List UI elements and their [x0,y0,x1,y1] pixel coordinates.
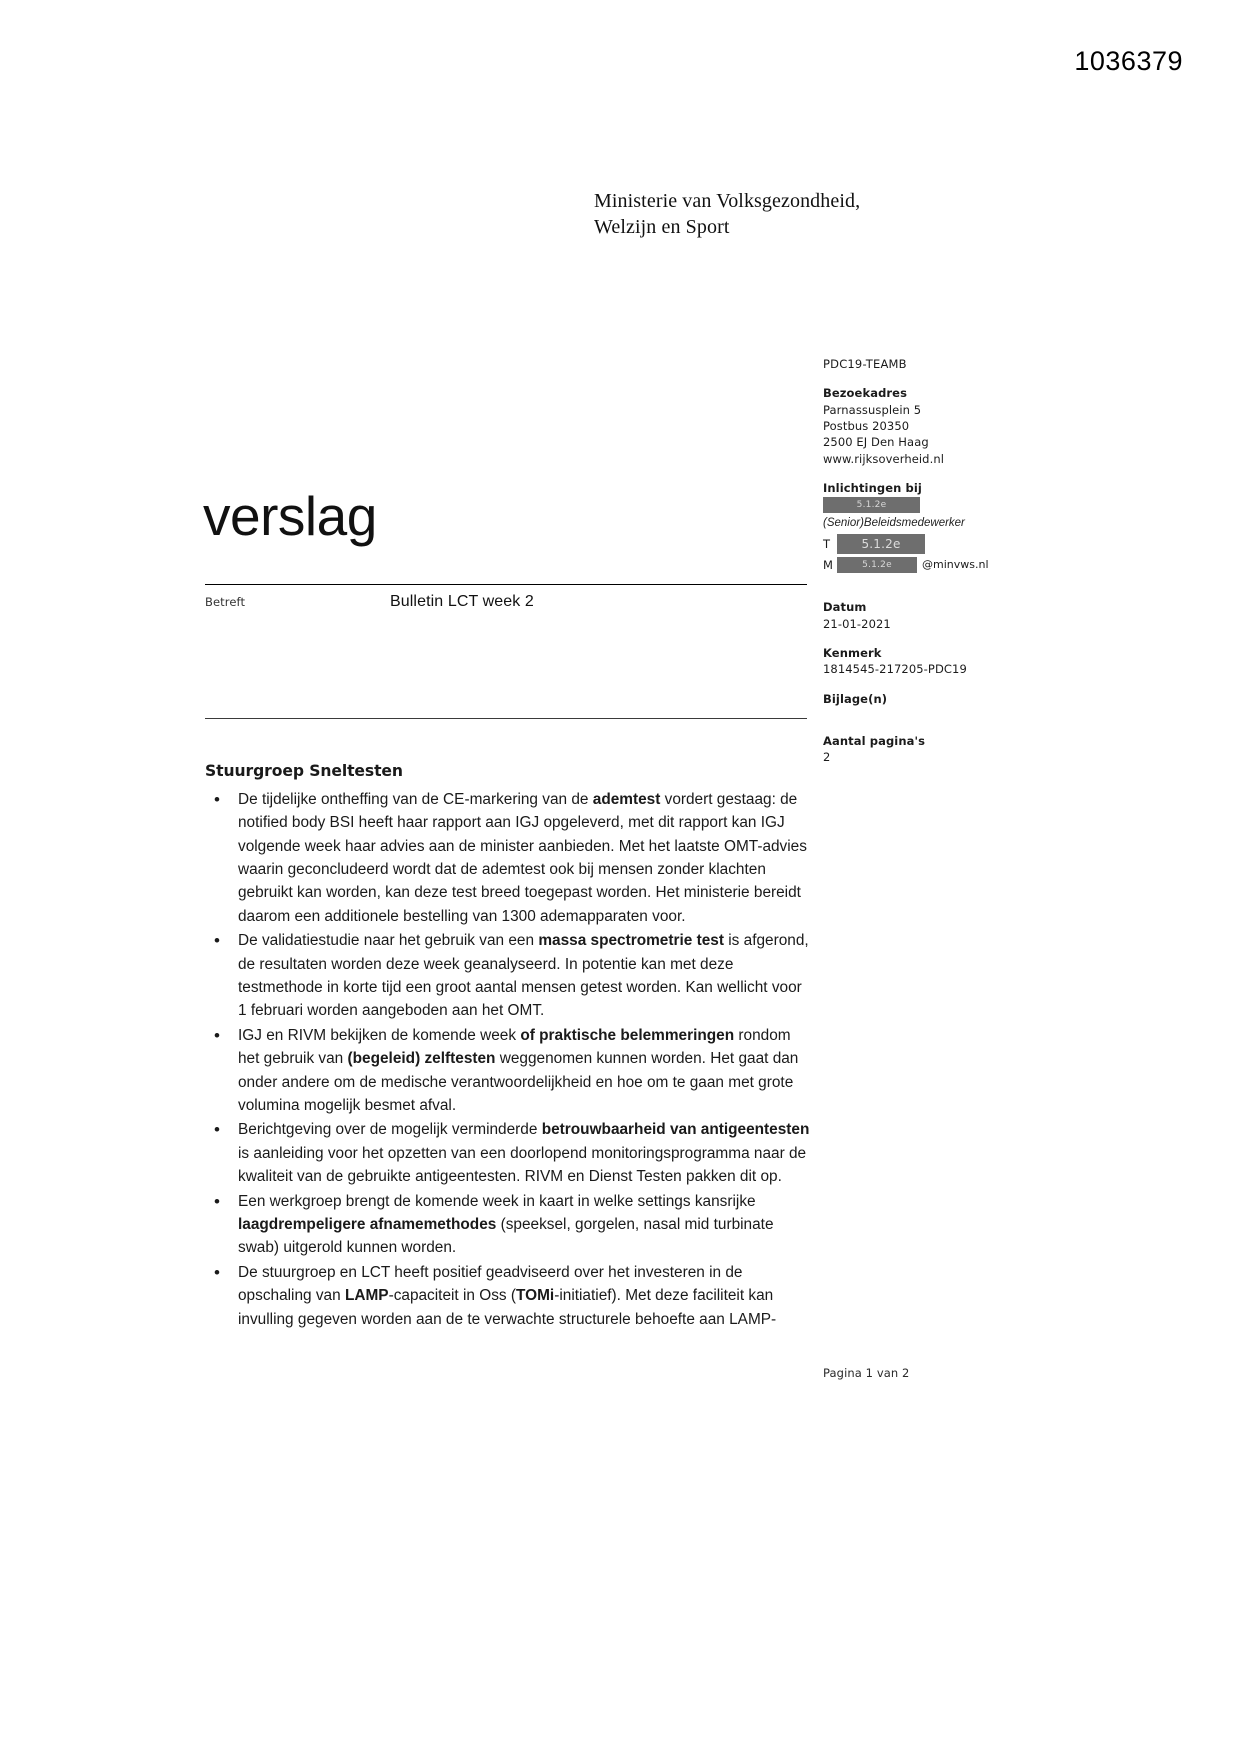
mail-row [823,557,1023,573]
bullet-text: De validatiestudie naar het gebruik van een [238,932,539,950]
address-line-2: Postbus 20350 [823,418,910,433]
bullet-text: (speeksel, gorgelen, nasal mid turbinate swab) uitgerold kunnen worden. [238,1216,774,1257]
bezoekadres-label: Bezoekadres [823,386,908,401]
bullet-item [205,1261,813,1331]
meta-spacer [823,573,1023,586]
pages-label: Aantal pagina's [823,734,926,749]
divider-top [205,584,807,585]
mail-domain-suffix: @minvws.nl [922,558,989,572]
bullet-list [205,788,813,1331]
phone-row [823,534,1023,554]
betreft-label: Betreft [205,595,246,609]
metadata-sidebar [823,356,1023,766]
contact-role: (Senior)Beleidsmedewerker [823,516,965,529]
bullet-emphasis: betrouwbaarheid van antigeentesten [541,1121,810,1139]
betreft-row [205,593,807,611]
bullet-text: IGJ en RIVM bekijken de komende week [238,1026,521,1044]
datum-label: Datum [823,600,867,615]
divider-bottom [205,718,807,719]
bullet-emphasis: ademtest [592,790,661,808]
redaction-bar-mail: 5.1.2e [837,557,917,573]
team-code: PDC19-TEAMB [823,357,907,371]
redaction-bar-phone: 5.1.2e [837,534,925,554]
mail-key: M [823,558,833,573]
bullet-emphasis: of praktische belemmeringen [520,1026,735,1044]
phone-key: T [823,536,831,551]
bullet-emphasis: LAMP [344,1287,389,1305]
page-footer: Pagina 1 van 2 [823,1366,910,1380]
section-heading: Stuurgroep Sneltesten [205,762,403,780]
bullet-item [205,1190,813,1260]
bullet-text: is aanleiding voor het opzetten van een doorlopend monitoringsprogramma naar de kwaliteit van de gebruikte antigeentesten. RIVM en Dienst Testen pakken dit op. [238,1144,807,1186]
document-body [205,760,813,1332]
redaction-bar-name: 5.1.2e [823,497,920,513]
datum-value: 21-01-2021 [823,616,891,631]
page-title: verslag [203,485,377,547]
bullet-item [205,788,813,928]
meta-spacer-2 [823,707,1023,720]
bullet-emphasis: TOMi [516,1287,555,1305]
bullet-text: Een werkgroep brengt de komende week in kaart in welke settings kansrijke [238,1192,756,1210]
website-url: www.rijksoverheid.nl [823,451,945,466]
bullet-text: is afgerond, de resultaten worden deze week geanalyseerd. In potentie kan met deze testmethode in korte tijd een groot aantal mensen getest worden. Kan wellicht voor 1 februari worden aangeboden aan het OMT. [238,932,809,1020]
bullet-item [205,929,813,1023]
bullet-item [205,1118,813,1188]
bullet-text: rondom het gebruik van [238,1026,791,1068]
ministry-wordmark [594,188,860,241]
bijlage-label: Bijlage(n) [823,691,888,706]
pages-value: 2 [823,750,831,765]
bullet-emphasis: massa spectrometrie test [538,932,724,950]
ministry-line-1: Ministerie van Volksgezondheid, [594,190,861,212]
document-id-number: 1036379 [1074,46,1183,76]
address-line-1: Parnassusplein 5 [823,402,922,417]
betreft-value: Bulletin LCT week 2 [390,593,534,610]
bullet-text: De stuurgroep en LCT heeft positief geadviseerd over het investeren in de opschaling van [238,1263,743,1305]
kenmerk-value: 1814545-217205-PDC19 [823,662,967,677]
bullet-emphasis: laagdrempeligere afnamemethodes [238,1216,497,1233]
ministry-line-2: Welzijn en Sport [594,216,730,239]
inlichtingen-label: Inlichtingen bij [823,480,922,495]
bullet-text: -initiatief). Met deze faciliteit kan invulling gegeven worden aan de te verwachte structurele behoefte aan LAMP- [238,1287,777,1328]
bullet-text: weggenomen kunnen worden. Het gaat dan onder andere om de medische verantwoordelijkheid en hoe om te gaan met grote volumina mogelijk besmet afval. [238,1050,799,1114]
bullet-text: Berichtgeving over de mogelijk verminderde [238,1121,542,1139]
bullet-emphasis: (begeleid) zelftesten [347,1050,496,1068]
bullet-text: -capaciteit in Oss ( [388,1287,517,1305]
bullet-text: De tijdelijke ontheffing van de CE-markering van de [238,790,593,808]
kenmerk-label: Kenmerk [823,646,882,661]
address-line-3: 2500 EJ Den Haag [823,435,929,450]
bullet-item [205,1024,813,1118]
bullet-text: vordert gestaag: de notified body BSI heeft haar rapport aan IGJ opgeleverd, met dit rapport kan IGJ volgende week haar advies aan de minister aanbieden. Met het laatste OMT-advies waarin geconcludeerd wordt dat de ademtest ook bij mensen zonder klachten gebruikt kan worden, kan deze test breed toegepast worden. Het ministerie bereidt daarom een additionele bestelling van 1300 ademapparaten voor. [238,790,807,925]
